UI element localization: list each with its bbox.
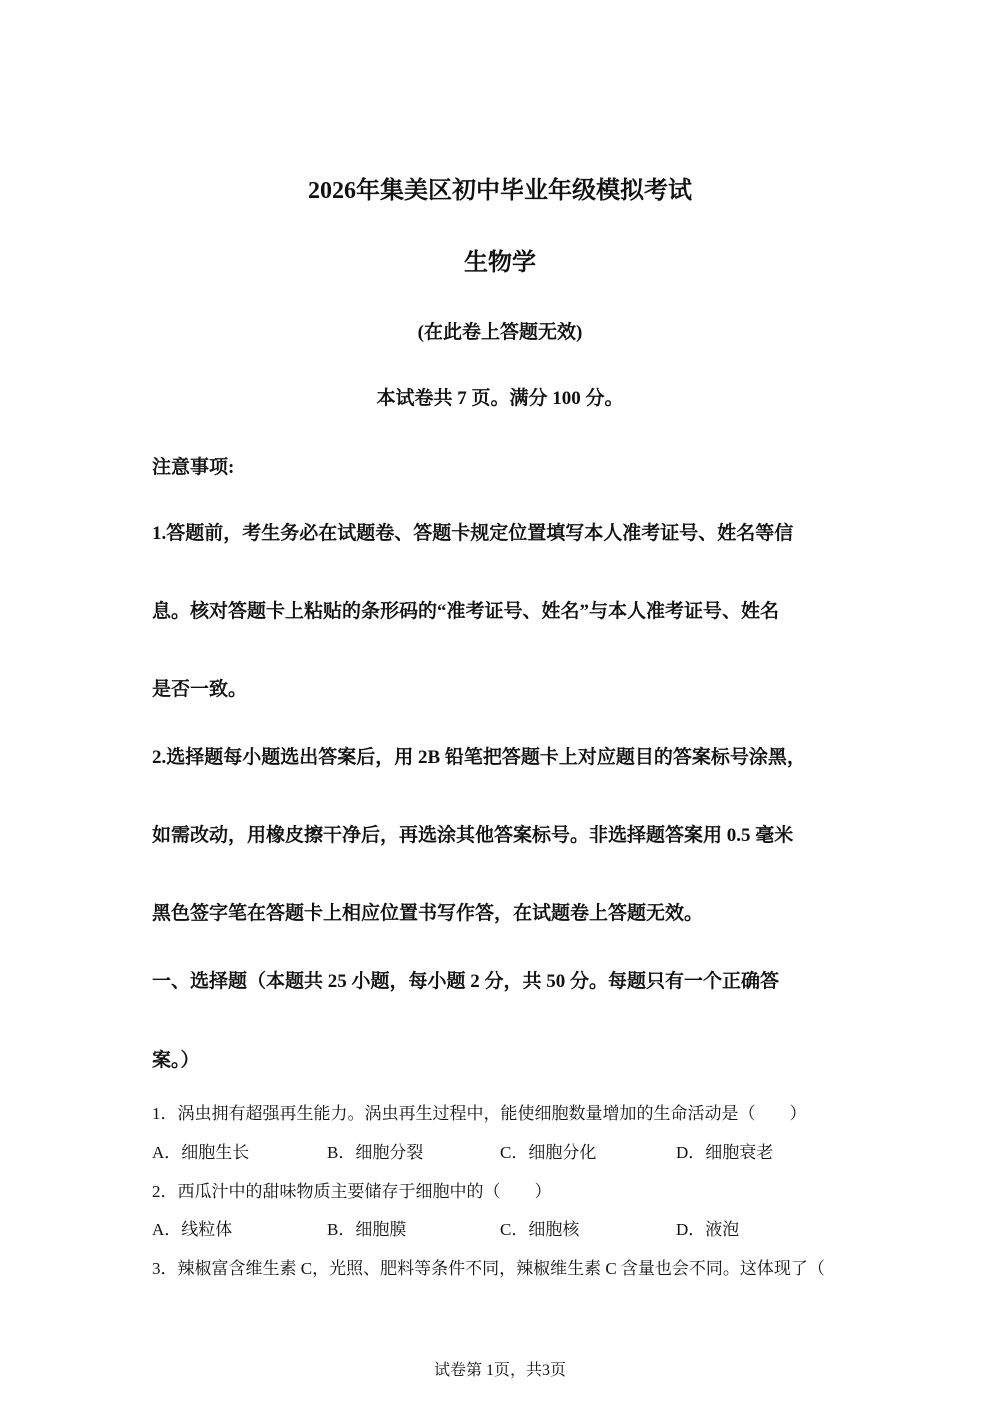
exam-title: 2026年集美区初中毕业年级模拟考试 bbox=[308, 178, 692, 204]
notice-line: 如需改动，用橡皮擦干净后，再选涂其他答案标号。非选择题答案用 0.5 毫米 bbox=[152, 825, 794, 846]
notice-line: 是否一致。 bbox=[152, 679, 248, 700]
question-1-stem: 1．涡虫拥有超强再生能力。涡虫再生过程中，能使细胞数量增加的生命活动是（ ） bbox=[152, 1104, 807, 1123]
section-heading: 一、选择题（本题共 25 小题，每小题 2 分，共 50 分。每题只有一个正确答 bbox=[152, 971, 780, 992]
question-2-option-d: D．液泡 bbox=[676, 1220, 740, 1239]
question-2-stem: 2．西瓜汁中的甜味物质主要储存于细胞中的（ ） bbox=[152, 1182, 552, 1201]
section-heading-cont: 案。） bbox=[152, 1050, 200, 1071]
question-2-option-c: C．细胞核 bbox=[500, 1220, 580, 1239]
notice-line: 黑色签字笔在答题卡上相应位置书写作答，在试题卷上答题无效。 bbox=[152, 903, 704, 924]
pages-info: 本试卷共 7 页。满分 100 分。 bbox=[376, 388, 624, 409]
notice-heading: 注意事项: bbox=[152, 457, 235, 478]
notice-line: 1.答题前，考生务必在试题卷、答题卡规定位置填写本人准考证号、姓名等信 bbox=[152, 523, 794, 544]
question-1-option-a: A．细胞生长 bbox=[152, 1143, 250, 1162]
page-footer: 试卷第 1页，共3页 bbox=[433, 1362, 566, 1379]
question-1-option-c: C．细胞分化 bbox=[500, 1143, 597, 1162]
answer-invalid-note: (在此卷上答题无效) bbox=[417, 322, 583, 343]
question-2-option-b: B．细胞膜 bbox=[327, 1220, 407, 1239]
notice-line: 2.选择题每小题选出答案后，用 2B 铅笔把答题卡上对应题目的答案标号涂黑， bbox=[152, 747, 806, 768]
subject-title: 生物学 bbox=[464, 250, 536, 276]
question-2-option-a: A．线粒体 bbox=[152, 1220, 233, 1239]
notice-line: 息。核对答题卡上粘贴的条形码的“准考证号、姓名”与本人准考证号、姓名 bbox=[152, 601, 780, 622]
question-1-option-b: B．细胞分裂 bbox=[327, 1143, 424, 1162]
question-3-stem: 3．辣椒富含维生素 C，光照、肥料等条件不同，辣椒维生素 C 含量也会不同。这体现了（ bbox=[152, 1259, 825, 1278]
question-1-option-d: D．细胞衰老 bbox=[676, 1143, 774, 1162]
